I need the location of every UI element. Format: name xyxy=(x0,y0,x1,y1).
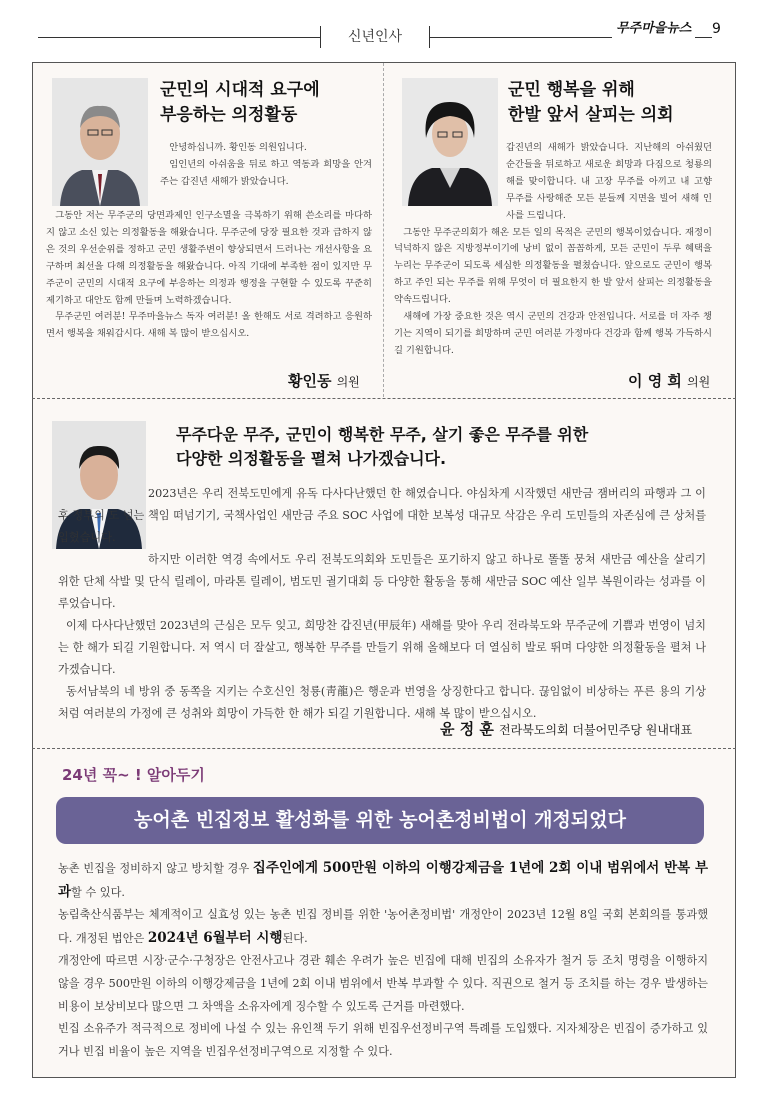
greeting-title: 군민의 시대적 요구에 부응하는 의정활동 xyxy=(160,80,320,125)
greeting-body-intro xyxy=(160,140,372,191)
publication-brand: 무주마을뉴스 xyxy=(612,18,695,40)
signature xyxy=(628,370,710,391)
paragraph: 개정안에 따르면 시장·군수·구청장은 안전사고나 경관 훼손 우려가 높은 빈집에 대해 빈집의 소유자가 철거 등 조치 명령을 이행하지 않을 경우 500만원 이하의 이행강제금을 1년에 2회 이내 범위에서 반복 부과할 수 있다. 직권으로 철거 등 조치를 하는 경우 발생하는 비용이 보상비보다 많으면 그 차액을 소유자에게 징수할 수 있도록 근거를 마련했다. xyxy=(58,954,708,1013)
portrait-photo xyxy=(52,78,148,206)
paragraph: 새해에 가장 중요한 것은 역시 군민의 건강과 안전입니다. 서로를 더 자주 챙기는 지역이 되기를 희망하며 군민 여러분 가정마다 건강과 함께 행복 가득하시길 기원합니다. xyxy=(394,311,712,356)
paragraph: 무주군민 여러분! 무주마을뉴스 독자 여러분! 올 한해도 서로 격려하고 응원하면서 행복을 채워갑시다. 새해 복 많이 받으십시오. xyxy=(46,311,372,340)
paragraph: 농촌 빈집을 정비하지 않고 방치할 경우 집주인에게 500만원 이하의 이행강제금을 1년에 2회 이내 범위에서 반복 부과할 수 있다. xyxy=(58,860,708,900)
greeting-body xyxy=(394,140,712,360)
greeting-body xyxy=(46,208,372,343)
paragraph: 빈집 소유주가 적극적으로 정비에 나설 수 있는 유인책 두기 위해 빈집우선정비구역 특례를 도입했다. 지자체장은 빈집이 증가하고 있거나 빈집 비율이 높은 지역을 빈집우선정비구역으로 지정할 수 있다. xyxy=(58,1022,708,1058)
paragraph: 그동안 무주군의회가 해온 모든 일의 목적은 군민의 행복이었습니다. 재정이 넉넉하지 않은 지방정부이기에 낭비 없이 꼼꼼하게, 모든 군민이 두루 혜택을 누리는 무주군이 되도록 세심한 의정활동을 펼쳤습니다. 앞으로도 군민이 행복하고 주인 되는 무주를 위해 무엇이 더 필요한지 한 발 앞서 살피는 의정활동을 약속드립니다. xyxy=(394,226,712,306)
signer-name: 이 영 희 xyxy=(628,372,682,390)
signer-name: 황인동 xyxy=(288,372,332,390)
greeting-title: 군민 행복을 위해 한발 앞서 살피는 의회 xyxy=(508,80,674,125)
paragraph: 동서남북의 네 방위 중 동쪽을 지키는 수호신인 청룡(靑龍)은 행운과 번영을 상징한다고 합니다. 끊임없이 비상하는 푸른 용의 기상처럼 여러분의 가정에 큰 성취와 희망이 가득한 한 해가 되길 기원합니다. 새해 복 많이 받으십시오. xyxy=(58,685,706,720)
paragraph: 농림축산식품부는 체계적이고 실효성 있는 농촌 빈집 정비를 위한 '농어촌정비법' 개정안이 2023년 12월 8일 국회 본회의를 통과했다. 개정된 법안은 2024년 6월부터 시행된다. xyxy=(58,908,708,946)
signer-role: 전라북도의회 더불어민주당 원내대표 xyxy=(499,723,693,737)
notice-body xyxy=(58,857,708,1063)
notice-headline: 농어촌 빈집정보 활성화를 위한 농어촌정비법이 개정되었다 xyxy=(56,797,704,844)
section-divider xyxy=(32,398,736,399)
emphasis: 2024년 6월부터 시행 xyxy=(147,929,283,946)
section-title: 신년인사 xyxy=(320,26,430,48)
signature xyxy=(440,718,692,739)
paragraph: 하지만 이러한 역경 속에서도 우리 전북도의회와 도민들은 포기하지 않고 하나로 똘똘 뭉쳐 새만금 예산을 살리기 위한 단체 삭발 및 단식 릴레이, 마라톤 릴레이, 범도민 궐기대회 등 다양한 활동을 통해 새만금 SOC 예산 일부 복원이라는 성과를 이루었습니다. xyxy=(58,553,706,610)
signer-name: 윤 정 훈 xyxy=(440,720,494,738)
section-divider xyxy=(32,748,736,749)
paragraph: 2023년은 우리 전북도민에게 유독 다사다난했던 한 해였습니다. 야심차게 시작했던 새만금 잼버리의 파행과 그 이후 정부의 도 넘는 책임 떠넘기기, 국책사업인 새만금 주요 SOC 사업에 대한 보복성 대규모 삭감은 우리 도민들의 자존심에 큰 상처를 입혔습니다. xyxy=(58,487,706,544)
paragraph: 이제 다사다난했던 2023년의 근심은 모두 잊고, 희망찬 갑진년(甲辰年) 새해를 맞아 우리 전라북도와 무주군에 기쁨과 번영이 넘치는 한 해가 되길 기원합니다. 저 역시 더 잘살고, 행복한 무주를 만들기 위해 올해보다 더 열심히 발로 뛰며 다양한 의정활동을 펼쳐 나가겠습니다. xyxy=(58,619,706,676)
signer-role: 의원 xyxy=(336,375,360,389)
paragraph: 안녕하십니까. 황인동 의원입니다. xyxy=(169,142,307,153)
emphasis: 집주인에게 500만원 이하의 이행강제금을 1년에 2회 이내 범위에서 반복 부과 xyxy=(58,860,708,900)
greeting-title: 무주다운 무주, 군민이 행복한 무주, 살기 좋은 무주를 위한 다양한 의정활동을 펼쳐 나가겠습니다. xyxy=(176,425,589,468)
paragraph: 임인년의 아쉬움을 뒤로 하고 역동과 희망을 안겨주는 갑진년 새해가 밝았습니다. xyxy=(160,158,372,187)
page-header xyxy=(0,0,768,52)
column-divider xyxy=(383,63,384,397)
paragraph: 그동안 저는 무주군의 당면과제인 인구소멸을 극복하기 위해 쓴소리를 마다하지 않고 소신 있는 의정활동을 해왔습니다. 무주군에 당장 필요한 것과 급하지 않은 것의 우선순위를 정하고 군민 생활주변이 향상되면서 드러나는 개선사항을 요구하며 최선을 다해 의정활동을 해왔습니다. 아직 기대에 부족한 점이 있지만 무주군이 군민의 시대적 요구에 부응하는 의정과 행정을 구현할 수 있도록 꾸준히 제기하고 대안도 함께 만들며 노력하겠습니다. xyxy=(46,210,372,306)
paragraph: 갑진년의 새해가 밝았습니다. 지난해의 아쉬웠던 순간들을 뒤로하고 새로운 희망과 다짐으로 청룡의 해를 맞이합니다. 내 고장 무주를 아끼고 내 고향 무주를 사랑해준 모든 분들께 지면을 빌어 새해 인사를 드립니다. xyxy=(506,142,712,221)
notice-badge: 24년 꼭~ ! 알아두기 xyxy=(62,766,205,784)
greeting-body xyxy=(58,483,706,725)
signer-role: 의원 xyxy=(687,375,711,389)
portrait-figure-icon xyxy=(52,78,148,206)
signature xyxy=(288,370,360,391)
page-number: 9 xyxy=(712,18,734,40)
